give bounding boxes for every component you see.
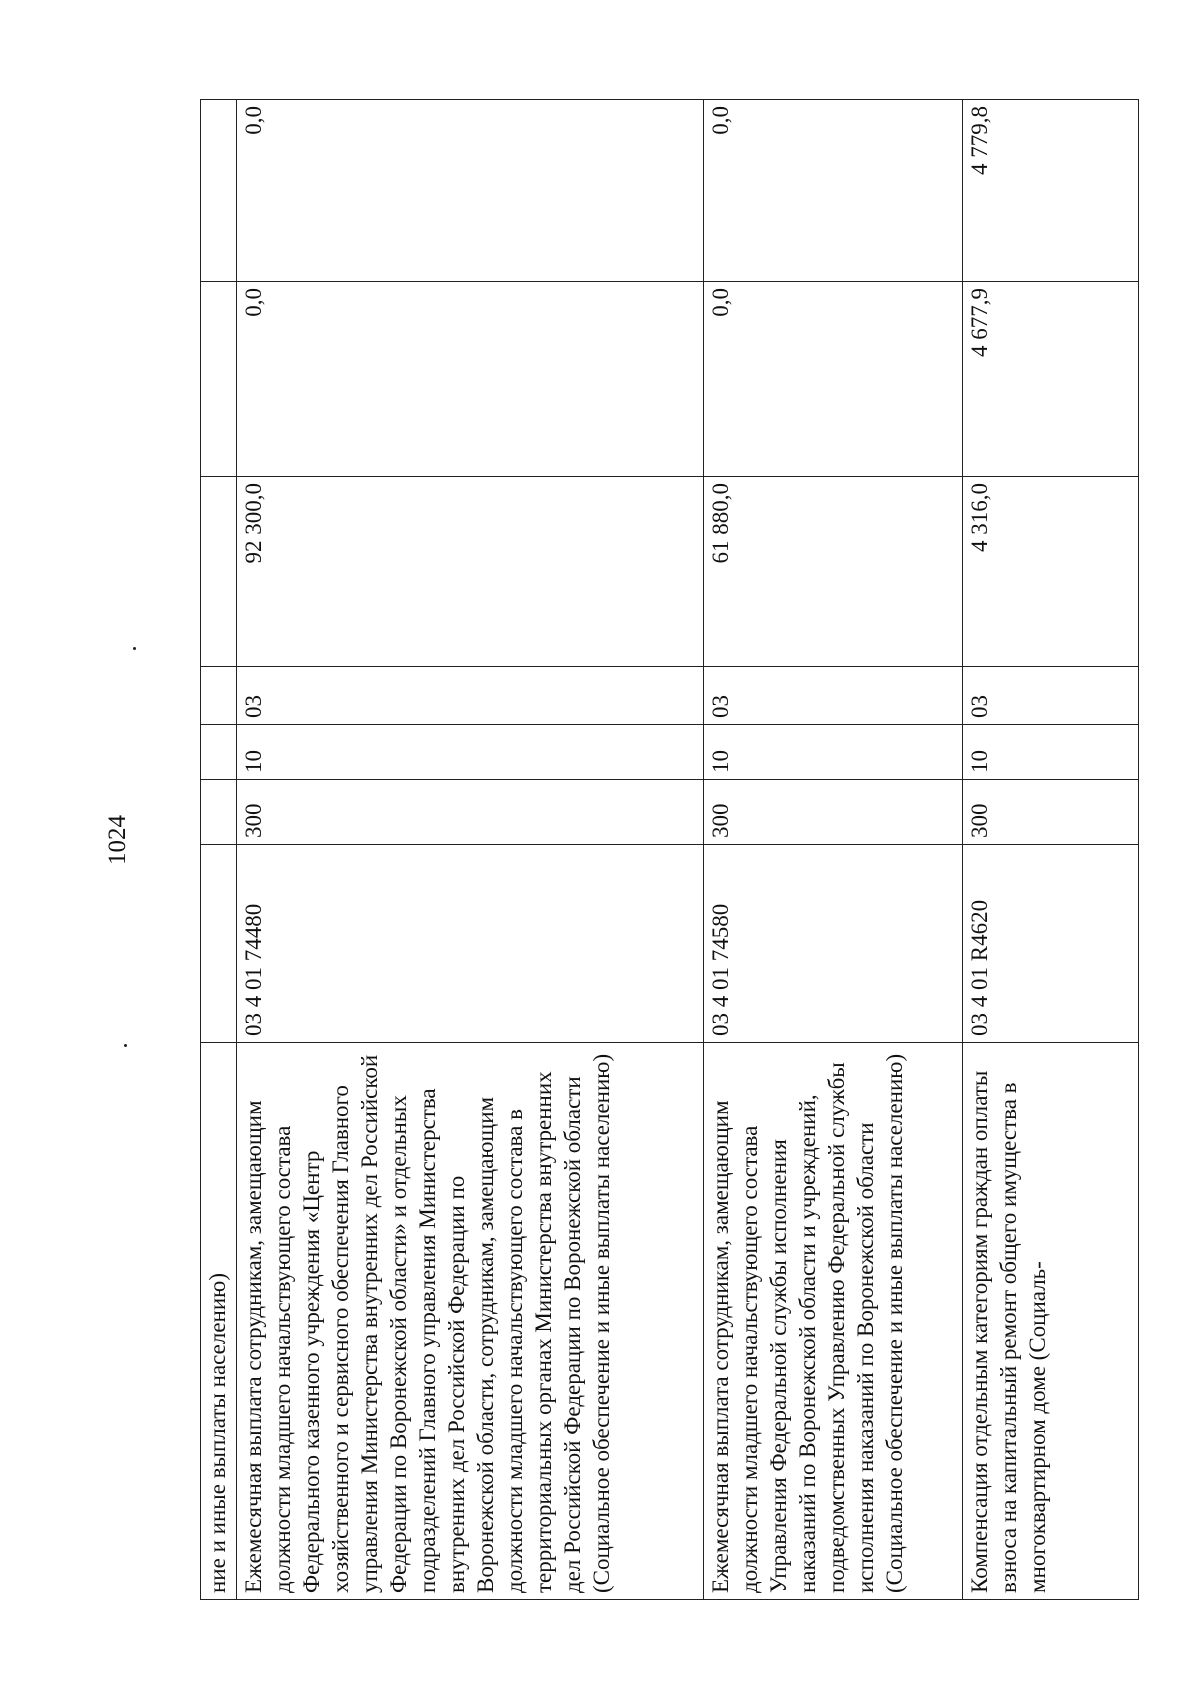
budget-table: [200, 99, 1139, 1600]
target-article-code: 03 4 01 74580: [704, 845, 963, 1043]
amount-year-3: 0,0: [704, 100, 963, 282]
scan-speck: [124, 1044, 127, 1047]
amount-year-2: 0,0: [237, 282, 704, 477]
table-row-continuation: [201, 100, 237, 1600]
row-description: Компенсация отдельным категориям граждан оплаты взноса на капитальный ремонт общего имущества в многоквартирном доме (Социаль-: [963, 1043, 1139, 1600]
amount-year-2: 0,0: [704, 282, 963, 477]
amount-year-1: 4 316,0: [963, 477, 1139, 667]
page-number: 1024: [104, 815, 131, 865]
row-description: Ежемесячная выплата сотрудникам, замещающим должности младшего начальствующего состава Федерального казенного учреждения «Центр хозяйственного и сервисного обеспечения Главного управления Министерства внутренних дел Российской Федерации по Воронежской области» и отдельных подразделений Главного управления Министерства внутренних дел Российской Федерации по Воронежской области, сотрудникам, замещающим должности младшего начальствующего состава в территориальных органах Министерства внутренних дел Российской Федерации по Воронежской области (Социальное обеспечение и иные выплаты населению): [237, 1043, 704, 1600]
amount-year-2: 4 677,9: [963, 282, 1139, 477]
continuation-text: ние и иные выплаты населению): [201, 1043, 237, 1600]
amount-year-3: 4 779,8: [963, 100, 1139, 282]
subsection-code: 03: [237, 667, 704, 725]
subsection-code: 03: [963, 667, 1139, 725]
expense-type-code: 300: [963, 780, 1139, 845]
table-row: [237, 100, 704, 1600]
scan-speck: [133, 647, 136, 650]
empty-cell: [201, 725, 237, 780]
section-code: 10: [704, 725, 963, 780]
amount-year-1: 92 300,0: [237, 477, 704, 667]
empty-cell: [201, 667, 237, 725]
empty-cell: [201, 100, 237, 282]
target-article-code: 03 4 01 R4620: [963, 845, 1139, 1043]
section-code: 10: [237, 725, 704, 780]
empty-cell: [201, 780, 237, 845]
row-description: Ежемесячная выплата сотрудникам, замещающим должности младшего начальствующего состава Управления Федеральной службы исполнения наказаний по Воронежской области и учреждений, подведомственных Управлению Федеральной службы исполнения наказаний по Воронежской области (Социальное обеспечение и иные выплаты населению): [704, 1043, 963, 1600]
table-row: [963, 100, 1139, 1600]
empty-cell: [201, 282, 237, 477]
expense-type-code: 300: [237, 780, 704, 845]
rotated-table-page: [200, 100, 1120, 1600]
empty-cell: [201, 477, 237, 667]
target-article-code: 03 4 01 74480: [237, 845, 704, 1043]
subsection-code: 03: [704, 667, 963, 725]
amount-year-3: 0,0: [237, 100, 704, 282]
table-row: [704, 100, 963, 1600]
amount-year-1: 61 880,0: [704, 477, 963, 667]
expense-type-code: 300: [704, 780, 963, 845]
empty-cell: [201, 845, 237, 1043]
section-code: 10: [963, 725, 1139, 780]
